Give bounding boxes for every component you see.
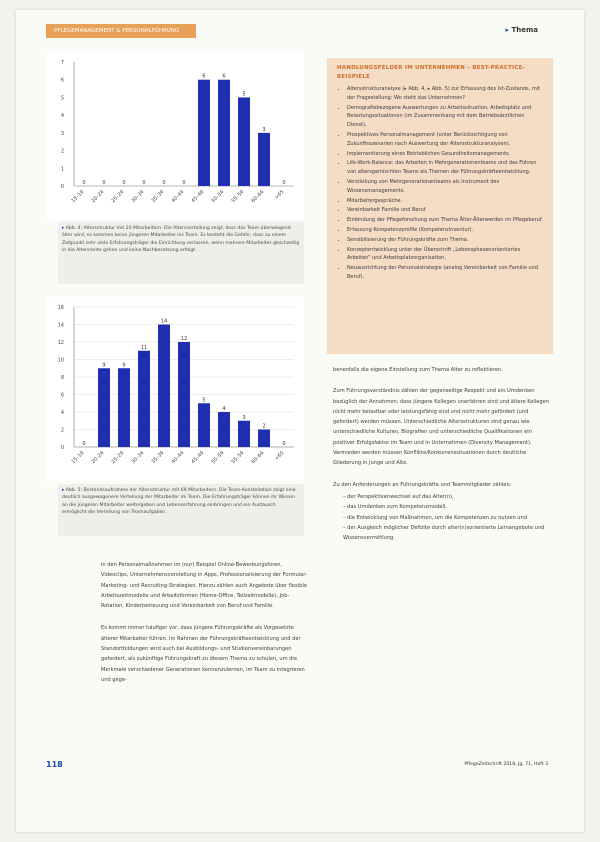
requirements-list xyxy=(333,492,549,543)
right-body-text xyxy=(333,365,549,543)
y-tick-label: 6 xyxy=(60,392,64,399)
category-label: 25–29 xyxy=(110,189,126,205)
list-item: • Neuausrichtung der Personalstrategie (analog Vereinbarkeit von Familie und Beruf). xyxy=(347,264,545,282)
y-tick-label: 1 xyxy=(60,166,64,173)
y-tick-label: 5 xyxy=(60,95,64,102)
data-label: 5 xyxy=(242,91,246,98)
data-label: 3 xyxy=(262,126,266,133)
category-label: 50–54 xyxy=(210,189,226,205)
category-label: 15–19 xyxy=(70,450,86,466)
best-practice-list xyxy=(327,85,553,282)
category-label: 45–49 xyxy=(190,450,206,466)
category-label: 35–39 xyxy=(150,189,166,205)
paragraph: Zum Führungsverständnis zählen der gegenseitige Respekt und ein Umdenken bezüglich der Annahmen, dass jüngere Kollegen unerfahren sind und ältere Kollegen nicht mehr belastbar oder leistungsfähig sind und nicht mehr gefördert (und gefordert) werden müssen. Unterschiedliche Altersstrukturen sind genau wie unterschiedliche Kulturen, Biografien und unterschiedliche Qualifikationen ein positiver Erfolgsfaktor im Team und in Unternehmen (Diversity Management). Vermieden werden müssen Konflikte/Konkurrenzsituationen durch deutliche Gliederung in Junge und Alte. xyxy=(333,388,549,467)
paragraph: Zu den Anforderungen an Führungskräfte und Teammitglieder zählen: xyxy=(333,481,512,488)
category-label: 60–64 xyxy=(250,189,266,205)
list-item: • Konzeptentwicklung unter der Überschrift „Lebensphasenorientiertes Arbeiten“ und Arbeitsplatzorganisation. xyxy=(347,246,545,264)
topic-header-label: Thema xyxy=(511,26,538,34)
list-item: • Prospektives Personalmanagement (unter Berücksichtigung von Zukunftsszenarien nach Auswertung der Altersstrukturanalysen). xyxy=(347,131,545,149)
list-item: • Mitarbeitergespräche. xyxy=(347,197,545,206)
data-label: 0 xyxy=(282,180,286,186)
data-label: 0 xyxy=(182,180,186,186)
bar xyxy=(138,351,150,447)
category-label: 25–29 xyxy=(110,450,126,466)
best-practice-box xyxy=(327,58,553,354)
figure-caption-5 xyxy=(58,484,304,536)
y-tick-label: 0 xyxy=(60,445,64,451)
category-label: 35–39 xyxy=(150,450,166,466)
data-label: 2 xyxy=(262,423,266,430)
category-label: 20–24 xyxy=(90,189,106,205)
list-item: • Altersstrukturanalyse (▸ Abb. 4, ▸ Abb. 5) zur Erfassung des Ist-Zustands, mit der Fragestellung: Wo steht das Unternehmen? xyxy=(347,85,545,103)
y-tick-label: 10 xyxy=(57,357,64,364)
figure-caption-4 xyxy=(58,222,304,284)
page-number: 118 xyxy=(46,760,63,769)
triangle-icon: ▸ xyxy=(62,226,65,231)
y-tick-label: 8 xyxy=(60,375,64,381)
list-item: • Demografiebezogene Auswertungen zu Arbeitssituation, Arbeitsplatz und Belastungssituationen (im Zusammenhang mit dem Betriebsärztlichen Dienst). xyxy=(347,104,545,130)
list-item: • Sensibilisierung der Führungskräfte zum Thema. xyxy=(347,236,545,245)
figure-caption-4-text: Abb. 4: Altersstruktur mit 20 Mitarbeitern. Die Altersverteilung zeigt, dass das Team überwiegend älter wird, es kommen keine jüngeren Mitarbeiter ins Team. Es besteht die Gefahr, dass zu einem Zeitpunkt sehr viele Erfahrungsträger die Einrichtung verlassen, wenn mehrere Mitarbeiter gleichzeitig in die Altersrente gehen und keine Nachbesetzung erfolgt. xyxy=(62,226,300,254)
list-item: • Verstärkung von Mehrgenerationenteams als Instrument des Wissensmanagements. xyxy=(347,178,545,196)
bar xyxy=(238,421,250,447)
data-label: 11 xyxy=(140,344,148,351)
journal-source: PflegeZeitschrift 2018, Jg. 71, Heft 3 xyxy=(464,762,548,767)
category-label: 15–19 xyxy=(70,189,86,205)
bar xyxy=(218,412,230,447)
y-tick-label: 4 xyxy=(60,113,64,120)
paragraph: in den Personalmaßnahmen im (nur) Beispiel Online-Bewerbungsforen, Videoclips, Unternehmensvorstellung in Apps, Professionalisierung der Formular-Marketing- und Recruiting-Strategien. Hierzu zählen auch Angebote über flexible Arbeitszeitmodelle und Arbeitsformen (Home-Office, Teilzeitmodelle), Job-Rotation, Kinderbetreuung und Vereinbarkeit von Beruf und Familie. xyxy=(101,562,308,610)
age-structure-chart-large-team xyxy=(46,297,304,481)
y-tick-label: 0 xyxy=(60,184,64,190)
category-label: 45–49 xyxy=(190,189,206,205)
category-label: 55–59 xyxy=(230,450,246,466)
category-label: 55–59 xyxy=(230,189,246,205)
bar xyxy=(258,133,270,186)
figure-caption-5-text: Abb. 5: Bestandsaufnahme der Altersstruktur mit 69 Mitarbeitern. Die Team-Konstellation zeigt eine deutlich ausgewogenere Verteilung der Mitarbeiter im Team. Die Erfahrungsträger können ihr Wissen an die jüngeren Mitarbeiter weitergeben und Lebenserfahrung einbringen und ein Austausch ermöglicht die Verteilung von Teamaufgaben. xyxy=(62,488,296,516)
category-label: 60–64 xyxy=(250,450,266,466)
y-tick-label: 2 xyxy=(60,427,64,434)
y-tick-label: 3 xyxy=(60,130,64,137)
bar xyxy=(218,80,230,186)
bar xyxy=(198,80,210,186)
data-label: 9 xyxy=(122,362,126,369)
y-tick-label: 14 xyxy=(57,322,64,329)
list-item: • Einbindung der Pflegeforschung zum Thema Älter-Älterwerden im Pflegeberuf. xyxy=(347,216,545,225)
category-label: 30–34 xyxy=(130,189,146,205)
age-structure-chart-small-team xyxy=(46,52,304,220)
data-label: 0 xyxy=(82,441,86,447)
paragraph: benenfalls die eigene Einstellung zum Thema Alter zu reflektieren. xyxy=(333,367,503,373)
list-item: – der Ausgleich möglicher Defizite durch alter(n)sorientierte Lernangebote und Wissensvermittlung. xyxy=(343,523,549,544)
category-label: 40–44 xyxy=(170,450,186,466)
data-label: 0 xyxy=(122,180,126,186)
triangle-icon: ▸ xyxy=(62,488,65,493)
list-item: • Life-Work-Balance: das Arbeiten in Mehrgenerationenteams und das Führen von altersgemischten Teams als Themen der Führungskräfteentwicklung. xyxy=(347,159,545,177)
data-label: 5 xyxy=(202,397,206,404)
section-header-label: PFLEGEMANAGEMENT & PERSONALFÜHRUNG xyxy=(54,28,180,34)
bar xyxy=(178,342,190,447)
bar xyxy=(238,97,250,186)
data-label: 0 xyxy=(142,180,146,186)
category-label: 40–44 xyxy=(170,189,186,205)
list-item: • Erfassung Kompetenzprofile (Kompetenzinventur). xyxy=(347,226,545,235)
data-label: 3 xyxy=(242,414,246,421)
list-item: – die Entwicklung von Maßnahmen, um die Kompetenzen zu nutzen und xyxy=(343,513,549,523)
left-body-text xyxy=(101,560,309,697)
bar xyxy=(158,325,170,448)
y-tick-label: 6 xyxy=(60,77,64,84)
list-item: • Vereinbarkeit Familie und Beruf. xyxy=(347,206,545,215)
data-label: 0 xyxy=(162,180,166,186)
category-label: >65 xyxy=(273,450,286,462)
list-item: – der Perspektivenwechsel auf das Alter(n), xyxy=(343,492,549,502)
section-header-bar xyxy=(46,24,196,38)
data-label: 6 xyxy=(202,73,206,80)
data-label: 14 xyxy=(160,318,168,325)
data-label: 0 xyxy=(102,180,106,186)
best-practice-title: HANDLUNGSFELDER IM UNTERNEHMEN – BEST-PRACTICE-BEISPIELE xyxy=(337,65,526,80)
paragraph: Es kommt immer häufiger vor, dass jüngere Führungskräfte als Vorgesetzte älterer Mitarbeiter führen. Im Rahmen der Führungskräfteentwicklung und der Standortbildungen wird auch bei Ausbildungs- und Studienvereinbarungen gefordert, als zukünftige Führungskraft zu diesem Thema zu schulen, um die Merkmale verschiedener Generationen kennenzulernen, im Team zu integrieren und gege- xyxy=(101,625,305,683)
y-tick-label: 2 xyxy=(60,148,64,155)
data-label: 6 xyxy=(222,73,226,80)
bar xyxy=(198,403,210,447)
category-label: 20–24 xyxy=(90,450,106,466)
y-tick-label: 16 xyxy=(57,305,64,311)
category-label: 30–34 xyxy=(130,450,146,466)
y-tick-label: 12 xyxy=(57,340,64,346)
data-label: 4 xyxy=(222,406,226,412)
category-label: 50–54 xyxy=(210,450,226,466)
list-item: • Implementierung eines Betrieblichen Gesundheitsmanagements. xyxy=(347,150,545,159)
bar xyxy=(258,430,270,448)
data-label: 0 xyxy=(282,441,286,447)
y-tick-label: 7 xyxy=(60,60,64,66)
bar xyxy=(118,368,130,447)
bar xyxy=(98,368,110,447)
data-label: 0 xyxy=(82,180,86,186)
topic-header xyxy=(506,26,538,34)
y-tick-label: 4 xyxy=(60,410,64,416)
data-label: 9 xyxy=(102,362,106,369)
triangle-icon: ▸ xyxy=(505,26,510,34)
category-label: >65 xyxy=(273,189,286,201)
data-label: 12 xyxy=(180,336,188,342)
list-item: – das Umdenken zum Kompetenzmodell, xyxy=(343,502,549,512)
